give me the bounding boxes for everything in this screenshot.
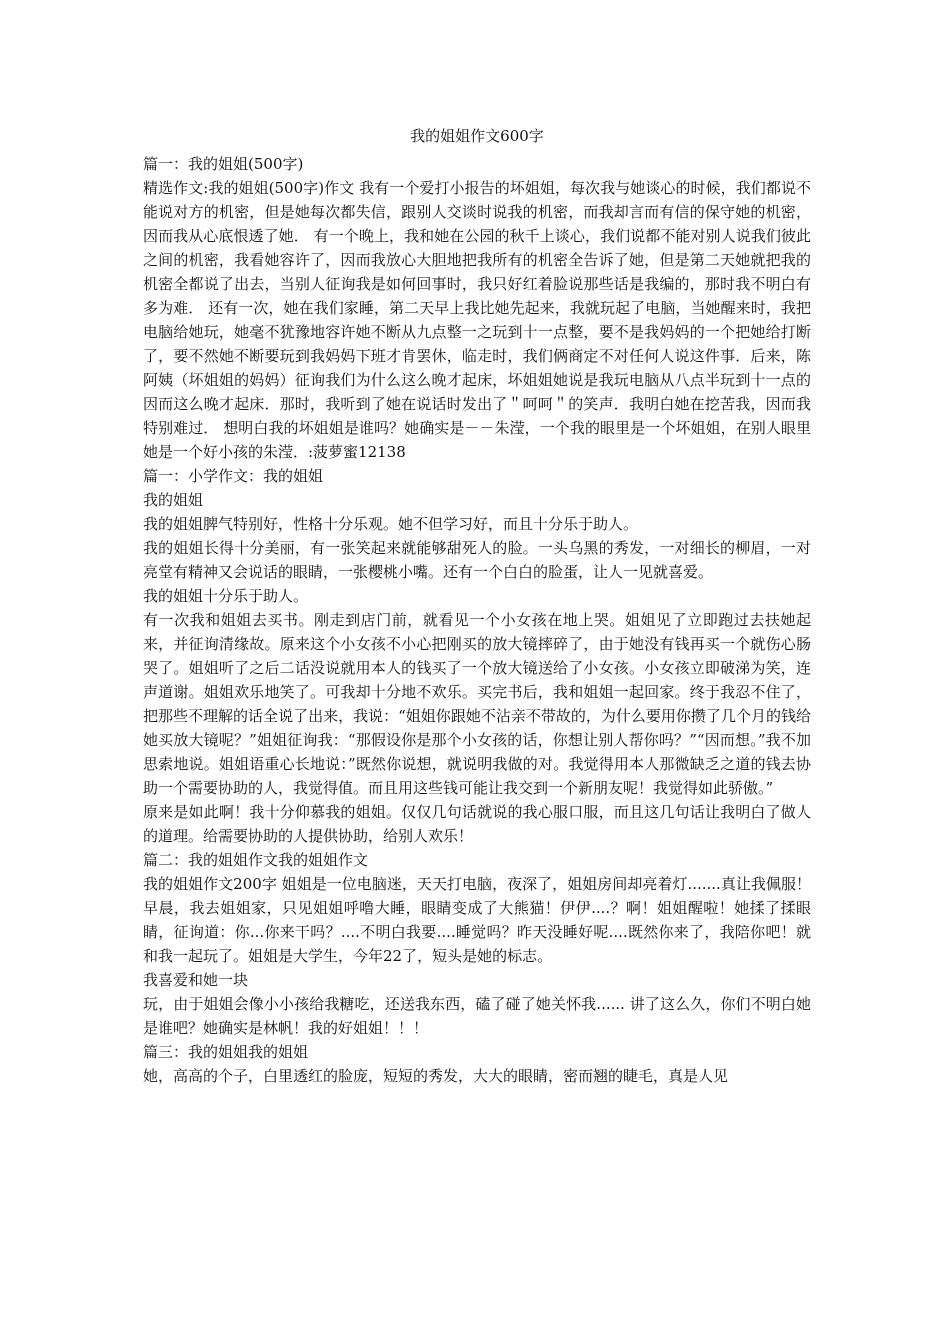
paragraph-4: 我的姐姐十分乐于助人。 xyxy=(143,587,309,605)
paragraph-8: 我喜爱和她一块 xyxy=(143,971,249,989)
paragraph-5: 有一次我和姐姐去买书。刚走到店门前，就看见一个小女孩在地上哭。姐姐见了立即跑过去扶她起来，并征询清缘故。原来这个小女孩不小心把刚买的放大镜摔碎了，由于她没有钱再买一个就伤心肠哭了。姐姐听了之后二话没说就用本人的钱买了一个放大镜送给了小女孩。小女孩立即破涕为笑，连声道谢。姐姐欢乐地笑了。可我却十分地不欢乐。买完书后，我和姐姐一起回家。终于我忍不住了，把那些不理解的话全说了出来，我说：“姐姐你跟她不沾亲不带故的，为什么要用你攒了几个月的钱给她买放大镜呢？”姐姐征询我：“那假设你是那个小女孩的话，你想让别人帮你吗？”“因而想。”我不加思索地说。姐姐语重心长地说：”既然你说想，就说明我做的对。我觉得用本人那微缺乏之道的钱去协助一个需要协助的人，我觉得值。而且用这些钱可能让我交到一个新朋友呢！我觉得如此骄傲。” xyxy=(143,611,811,797)
paragraph-3: 我的姐姐长得十分美丽，有一张笑起来就能够甜死人的脸。一头乌黑的秀发，一对细长的柳眉，一对亮堂有精神又会说话的眼睛，一张樱桃小嘴。还有一个白白的脸蛋，让人一见就喜爱。 xyxy=(143,539,811,581)
paragraph-9: 玩，由于姐姐会像小小孩给我糖吃，还送我东西，磕了碰了她关怀我...... 讲了这么久，你们不明白她是谁吧？她确实是林帆！我的好姐姐！！！ xyxy=(143,995,811,1037)
paragraph-10: 她，高高的个子，白里透红的脸庞，短短的秀发，大大的眼睛，密而翘的睫毛，真是人见 xyxy=(143,1067,729,1085)
document-title: 我的姐姐作文600字 xyxy=(410,127,544,145)
paragraph-7: 我的姐姐作文200字 姐姐是一位电脑迷，天天打电脑，夜深了，姐姐房间却亮着灯.......真让我佩服！ 早晨，我去姐姐家，只见姐姐呼噜大睡，眼睛变成了大熊猫！伊伊....？啊！姐姐醒啦！她揉了揉眼睛，征询道：你...你来干吗？....不明白我要....睡觉吗？昨天没睡好呢....既然你来了，我陪你吧！就和我一起玩了。姐姐是大学生，今年22了，短头是她的标志。 xyxy=(143,875,811,965)
section-heading-1: 篇一：我的姐姐(500字) xyxy=(143,155,304,173)
document-page xyxy=(143,126,811,1088)
paragraph-1: 精选作文:我的姐姐(500字)作文 我有一个爱打小报告的坏姐姐，每次我与她谈心的时候，我们都说不能说对方的机密，但是她每次都失信，跟别人交谈时说我的机密，而我却言而有信的保守她的机密，因而我从心底恨透了她． 有一个晚上，我和她在公园的秋千上谈心，我们说都不能对别人说我们彼此之间的机密，我看她容许了，因而我放心大胆地把我所有的机密全告诉了她，但是第二天她就把我的机密全都说了出去，当别人征询我是如何回事时，我只好红着脸说那些话是我编的，那时我不明白有多为难． 还有一次，她在我们家睡，第二天早上我比她先起来，我就玩起了电脑，当她醒来时，我把电脑给她玩，她毫不犹豫地容许她不断从九点整一之玩到十一点整，要不是我妈妈的一个把她给打断了，要不然她不断要玩到我妈妈下班才肯罢休，临走时，我们俩商定不对任何人说这件事．后来，陈阿姨（坏姐姐的妈妈）征询我们为什么这么晚才起床，坏姐姐她说是我玩电脑从八点半玩到十一点的因而这么晚才起床．那时，我听到了她在说话时发出了＂呵呵＂的笑声．我明白她在挖苦我，因而我特别难过． 想明白我的坏姐姐是谁吗？她确实是－－朱滢，一个我的眼里是一个坏姐姐，在别人眼里她是一个好小孩的朱滢．:菠萝蜜12138 xyxy=(143,179,811,461)
paragraph-2: 我的姐姐脾气特别好，性格十分乐观。她不但学习好，而且十分乐于助人。 xyxy=(143,515,639,533)
section-heading-2: 篇一：小学作文：我的姐姐 xyxy=(143,467,324,485)
subheading-my-sister: 我的姐姐 xyxy=(143,491,204,509)
section-heading-3: 篇二：我的姐姐作文我的姐姐作文 xyxy=(143,851,369,869)
section-heading-4: 篇三：我的姐姐我的姐姐 xyxy=(143,1043,309,1061)
paragraph-6: 原来是如此啊！我十分仰慕我的姐姐。仅仅几句话就说的我心服口服，而且这几句话让我明白了做人的道理。给需要协助的人提供协助，给别人欢乐！ xyxy=(143,803,811,845)
